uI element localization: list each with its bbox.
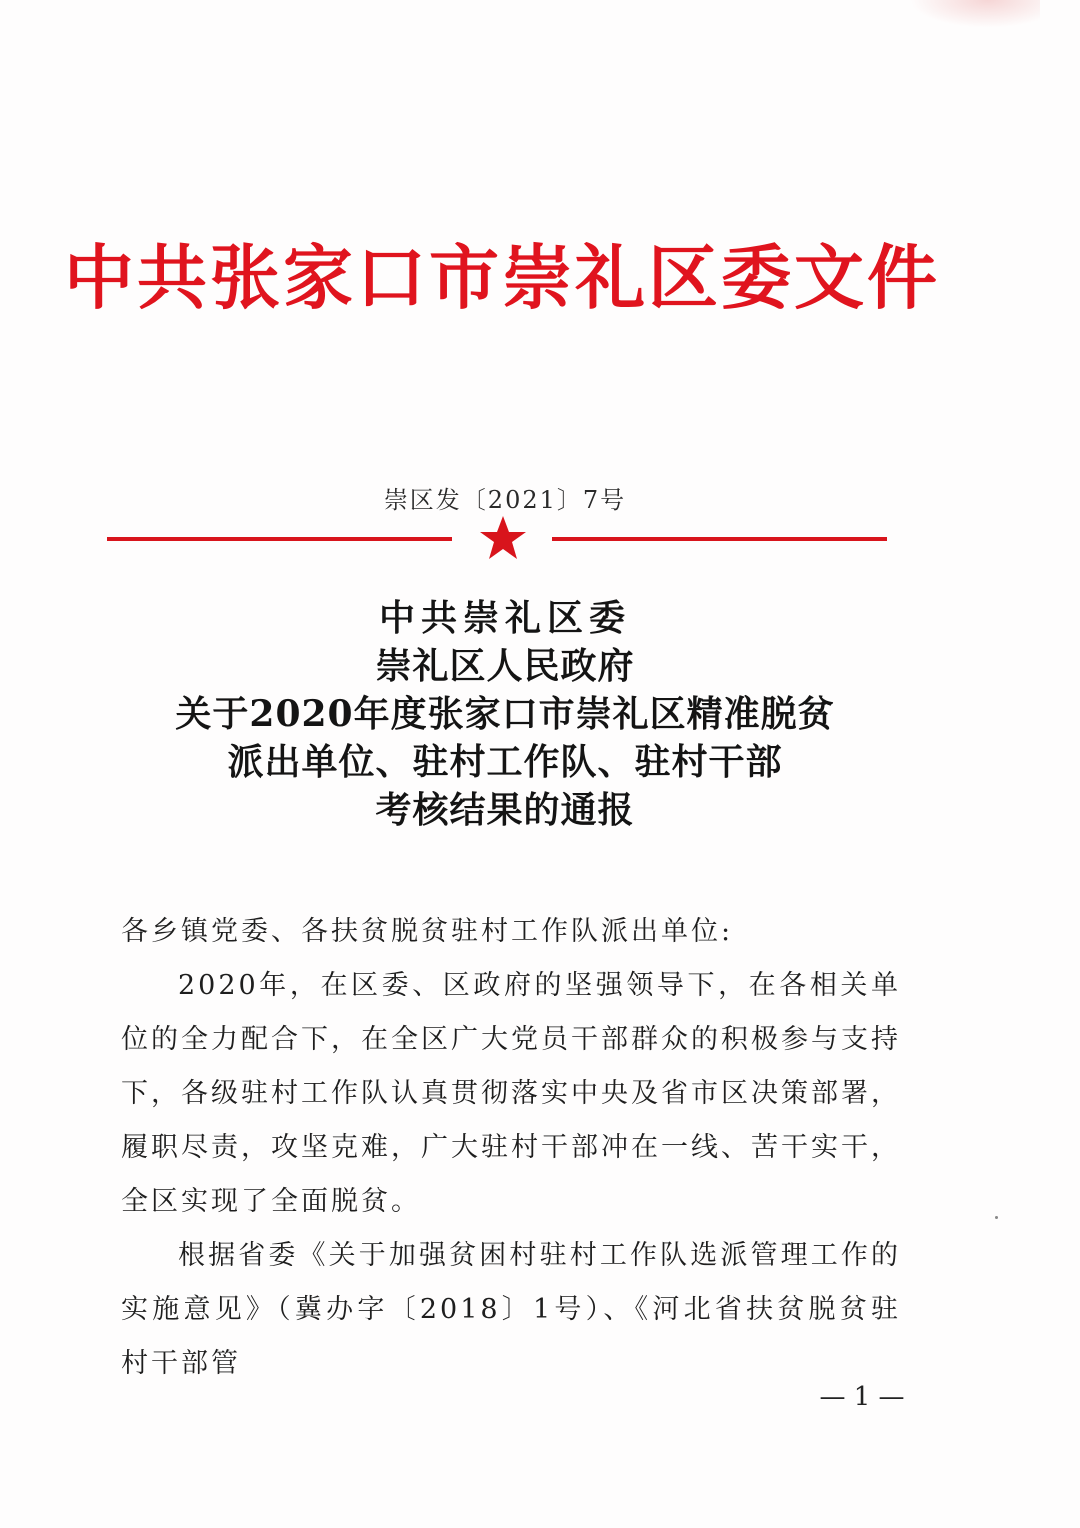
salutation: 各乡镇党委、各扶贫脱贫驻村工作队派出单位: (121, 916, 734, 947)
page-number: — 1 — (819, 1382, 905, 1412)
title-line-2: 崇礼区人民政府 (375, 645, 635, 687)
red-divider-left (107, 537, 452, 541)
scan-speck (995, 1216, 998, 1219)
title-line-1: 中共崇礼区委 (378, 597, 631, 639)
issuer-header-title: 中共张家口市崇礼区委文件 (64, 236, 940, 319)
red-star-icon (478, 514, 528, 564)
red-divider-right (552, 537, 887, 541)
body-paragraph-1: 2020年，在区委、区政府的坚强领导下，在各相关单位的全力配合下，在全区广大党员干部群众的积极参与支持下，各级驻村工作队认真贯彻落实中央及省市区决策部署，履职尽责，攻坚克难，广大驻村干部冲在一线、苦干实干，全区实现了全面脱贫。 (121, 970, 901, 1217)
corner-stain (910, 0, 1040, 28)
title-line-5: 考核结果的通报 (375, 789, 635, 831)
document-title (0, 594, 1010, 834)
document-body (121, 905, 901, 1391)
title-line-3: 关于2020年度张家口市崇礼区精准脱贫 (175, 693, 835, 735)
document-number: 崇区发〔2021〕7号 (383, 486, 627, 514)
title-line-4: 派出单位、驻村工作队、驻村干部 (227, 741, 783, 783)
body-paragraph-2: 根据省委《关于加强贫困村驻村工作队选派管理工作的实施意见》（冀办字〔2018〕1号）、《河北省扶贫脱贫驻村干部管 (121, 1240, 901, 1379)
